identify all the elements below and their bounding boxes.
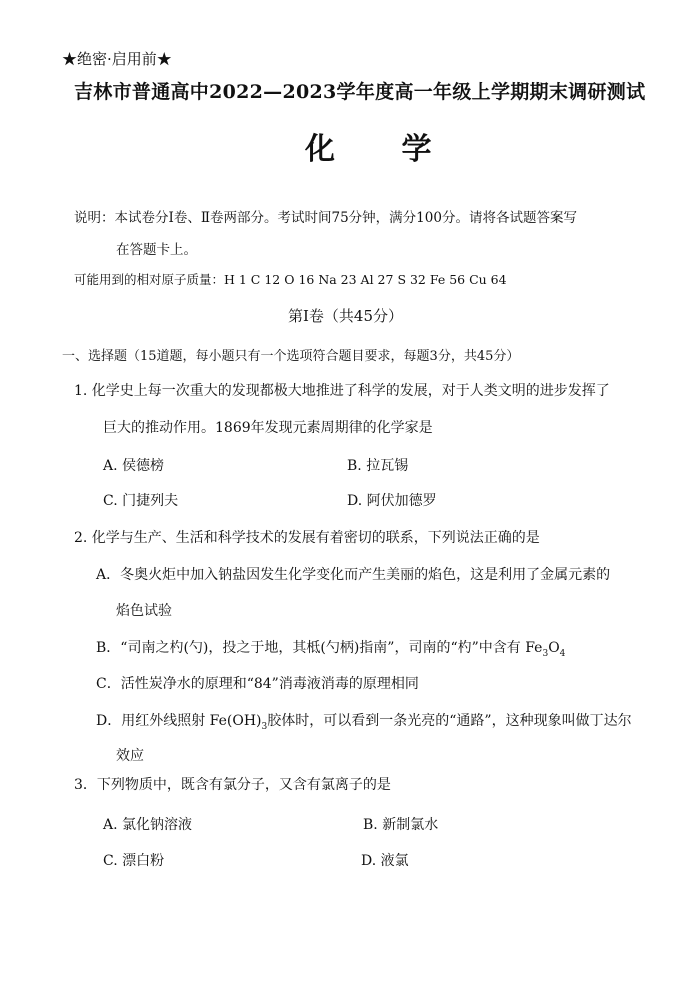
secret-tag: ★绝密·启用前★ [62,50,172,68]
question-3-option-c: C. 漂白粉 [103,853,165,869]
question-1-option-c: C. 门捷列夫 [103,493,179,509]
question-2-stem: 2. 化学与生产、生活和科学技术的发展有着密切的联系，下列说法正确的是 [74,530,540,546]
question-3-option-d: D. 液氯 [361,853,409,869]
question-2-option-d-cont: 效应 [116,748,144,764]
subject-title: 化 学 [305,132,460,167]
instructions-line-1: 说明：本试卷分Ⅰ卷、Ⅱ卷两部分。考试时间75分钟，满分100分。请将各试题答案写 [74,210,577,226]
question-1-option-d: D. 阿伏加德罗 [347,493,437,509]
subscript: 4 [559,648,566,659]
exam-title: 吉林市普通高中2022—2023学年度高一年级上学期期末调研测试 [74,81,646,103]
atomic-masses: 可能用到的相对原子质量：H 1 C 12 O 16 Na 23 Al 27 S 32 Fe 56 Cu 64 [74,272,507,287]
question-3-stem: 3．下列物质中，既含有氯分子，又含有氯离子的是 [74,777,391,793]
subscript: 3 [261,721,268,732]
instructions-line-2: 在答题卡上。 [116,242,197,258]
question-2-option-c: C．活性炭净水的原理和“84”消毒液消毒的原理相同 [96,676,419,692]
question-2-option-a: A．冬奥火炬中加入钠盐因发生化学变化而产生美丽的焰色，这是利用了金属元素的 [96,567,611,583]
question-1-stem: 1. 化学史上每一次重大的发现都极大地推进了科学的发展，对于人类文明的进步发挥了 [74,383,610,399]
question-2-option-a-cont: 焰色试验 [116,603,172,619]
question-1-stem-cont: 巨大的推动作用。1869年发现元素周期律的化学家是 [103,420,433,436]
section-title: 一、选择题（15道题，每小题只有一个选项符合题目要求，每题3分，共45分） [62,349,520,364]
option-b-text-mid: O [548,640,560,656]
question-1-option-a: A. 侯德榜 [103,458,165,474]
question-2-option-b [96,637,565,659]
question-3-option-a: A. 氯化钠溶液 [103,817,193,833]
question-2-option-d [96,710,632,732]
option-b-text: B．“司南之杓(勺)，投之于地，其柢(勺柄)指南”，司南的“杓”中含有 Fe [96,640,543,656]
option-d-text: D．用红外线照射 Fe(OH) [96,713,262,729]
part-title: 第Ⅰ卷（共45分） [288,307,404,325]
question-3-option-b: B. 新制氯水 [363,817,439,833]
question-1-option-b: B. 拉瓦锡 [347,458,409,474]
subscript: 3 [542,648,549,659]
option-d-text-post: 胶体时，可以看到一条光亮的“通路”，这种现象叫做丁达尔 [267,713,632,729]
